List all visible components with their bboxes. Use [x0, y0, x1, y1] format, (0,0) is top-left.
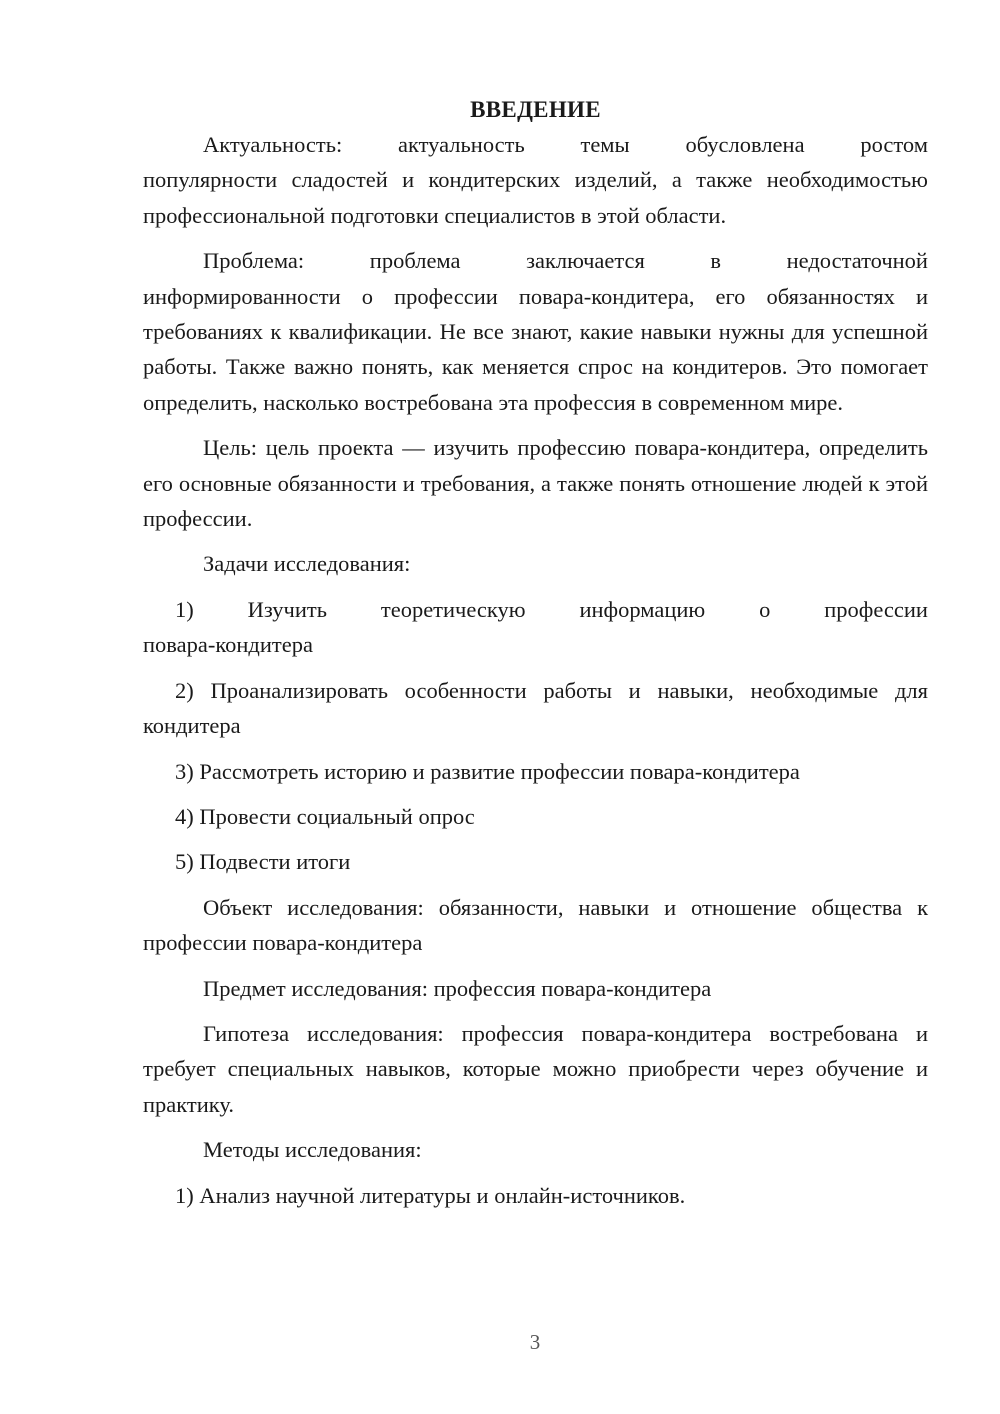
problem-word: недостаточной	[786, 248, 928, 274]
relevance-word: актуальность	[398, 132, 525, 157]
goal-paragraph: Цель: цель проекта — изучить профессию повара-кондитера, определить его основные обязанности и требования, а также понять отношение людей к этой профессии.	[143, 435, 928, 532]
problem-word: Проблема:	[203, 248, 305, 274]
task1-word: информацию	[579, 596, 706, 622]
problem-word: в	[710, 248, 722, 274]
methods-heading: Методы исследования:	[203, 1137, 422, 1163]
task1-word: Изучить	[247, 596, 327, 622]
page-number: 3	[529, 1330, 541, 1354]
relevance-word: обусловлена	[685, 132, 805, 157]
hypothesis-paragraph: Гипотеза исследования: профессия повара-кондитера востребована и требует специальных навыков, которые можно приобрести через обучение и практику.	[143, 1020, 928, 1117]
task-item-5: 5) Подвести итоги	[175, 849, 351, 875]
task-item-4: 4) Провести социальный опрос	[175, 803, 475, 829]
task1-word: профессии	[824, 596, 928, 622]
task1-word: 1)	[175, 596, 194, 622]
relevance-first-line	[143, 127, 928, 162]
task-item-3: 3) Рассмотреть историю и развитие профессии повара-кондитера	[175, 758, 800, 784]
problem-word: проблема	[369, 248, 461, 274]
task1-first-line	[143, 592, 928, 627]
problem-paragraph	[143, 243, 928, 420]
page-title: ВВЕДЕНИЕ	[470, 97, 601, 122]
relevance-rest: популярности сладостей и кондитерских изделий, а также необходимостью профессиональной подготовки специалистов в этой области.	[143, 167, 928, 228]
tasks-heading: Задачи исследования:	[203, 551, 411, 577]
problem-rest: информированности о профессии повара-кондитера, его обязанностях и требованиях к квалификации. Не все знают, какие навыки нужны для успешной работы. Также важно понять, как меняется спрос на кондитеров. Это помогает определить, насколько востребована эта профессия в современном мире.	[143, 283, 928, 415]
relevance-word: Актуальность:	[203, 132, 343, 157]
document-page	[143, 92, 928, 1223]
problem-word: заключается	[526, 248, 645, 274]
relevance-word: ростом	[860, 132, 928, 157]
problem-first-line	[143, 243, 928, 278]
relevance-word: темы	[580, 132, 630, 157]
method-item-1: 1) Анализ научной литературы и онлайн-источников.	[175, 1182, 686, 1208]
subject-paragraph: Предмет исследования: профессия повара-кондитера	[203, 975, 712, 1001]
object-paragraph: Объект исследования: обязанности, навыки и отношение общества к профессии повара-кондитера	[143, 894, 928, 956]
task-item-2: 2) Проанализировать особенности работы и навыки, необходимые для кондитера	[143, 677, 928, 739]
task1-rest: повара-кондитера	[143, 632, 313, 658]
task1-word: о	[759, 596, 771, 622]
relevance-paragraph	[143, 127, 928, 233]
task-item-1	[143, 592, 928, 663]
task1-word: теоретическую	[380, 596, 526, 622]
